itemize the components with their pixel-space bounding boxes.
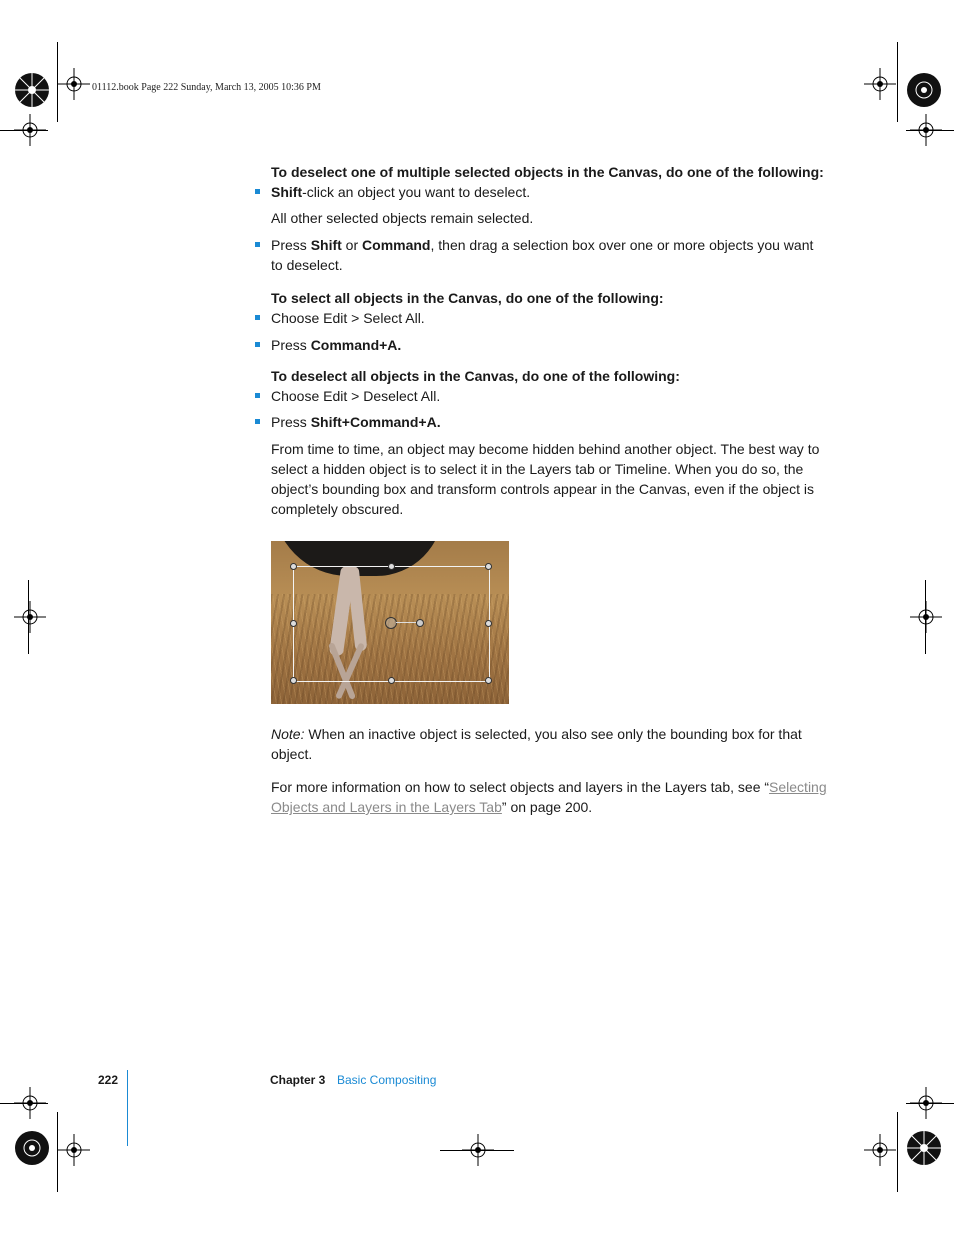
list-item-text: Press	[271, 237, 311, 253]
bbox-handle-bottom-center[interactable]	[388, 677, 395, 684]
page-content	[271, 162, 827, 817]
bbox-handle-bottom-left[interactable]	[290, 677, 297, 684]
bullet-icon	[255, 242, 260, 247]
bbox-handle-bottom-right[interactable]	[485, 677, 492, 684]
key-command: Command	[362, 237, 431, 253]
crosshair-mark-bottom-right	[864, 1134, 896, 1166]
key-shift: Shift	[310, 237, 342, 253]
crop-line	[0, 1103, 48, 1104]
heading-deselect-all: To deselect all objects in the Canvas, do one of the following:	[271, 368, 680, 384]
crosshair-mark-top-left	[58, 68, 90, 100]
list-item	[271, 386, 827, 406]
list-item-text: Choose Edit > Select All.	[271, 310, 425, 326]
heading-deselect-one: To deselect one of multiple selected objects in the Canvas, do one of the following:	[271, 164, 824, 180]
crop-line	[28, 580, 29, 654]
bbox-handle-top-center[interactable]	[388, 563, 395, 570]
list-item	[271, 235, 827, 275]
key-combo: Shift+Command+A.	[310, 414, 441, 430]
crop-line	[906, 1103, 954, 1104]
paragraph-more-info	[271, 777, 827, 817]
note-text: When an inactive object is selected, you also see only the bounding box for that object.	[271, 726, 802, 762]
bbox-handle-middle-left[interactable]	[290, 620, 297, 627]
list-item	[271, 308, 827, 328]
crosshair-mark-bottom-left	[58, 1134, 90, 1166]
key-shift: Shift	[271, 184, 303, 200]
cross-reference-link[interactable]: Selecting Objects and Layers in the Layers Tab	[271, 779, 827, 815]
list-item	[271, 412, 827, 432]
print-slug: 01112.book Page 222 Sunday, March 13, 2005 10:36 PM	[92, 82, 321, 93]
bullet-icon	[255, 189, 260, 194]
bullet-icon	[255, 393, 260, 398]
note-paragraph	[271, 724, 827, 764]
paragraph-hidden-objects: From time to time, an object may become hidden behind another object. The best way to select a hidden object is to select it in the Layers tab or Timeline. When you do so, the object’s bounding box and transform controls appear in the Canvas, even if the object is completely obscured.	[271, 441, 820, 517]
note-label: Note:	[271, 726, 305, 742]
crop-line	[440, 1150, 514, 1151]
more-info-page: ” on page 200.	[501, 799, 593, 815]
list-item	[271, 335, 827, 355]
crosshair-mark-right-middle	[910, 601, 942, 633]
crop-line	[906, 130, 954, 131]
crop-line	[897, 1112, 898, 1192]
footer-rule	[127, 1070, 128, 1146]
list-item-text: Press	[271, 337, 311, 353]
crosshair-mark-top-right	[864, 68, 896, 100]
figure-ostrich-bounding-box	[271, 541, 509, 704]
crop-line	[925, 580, 926, 654]
crosshair-mark-left-middle	[14, 601, 46, 633]
crop-line	[57, 42, 58, 122]
bbox-handle-top-left[interactable]	[290, 563, 297, 570]
rotation-handle[interactable]	[416, 619, 424, 627]
bullet-icon	[255, 315, 260, 320]
list-item-text: Press	[271, 414, 311, 430]
anchor-point-handle[interactable]	[385, 617, 397, 629]
registration-mark-top-left	[12, 70, 52, 110]
chapter-label: Chapter 3	[270, 1073, 326, 1087]
crop-line	[57, 1112, 58, 1192]
registration-mark-top-right	[904, 70, 944, 110]
list-item	[271, 182, 827, 202]
crop-line	[897, 42, 898, 122]
registration-mark-bottom-right	[904, 1128, 944, 1168]
bbox-handle-middle-right[interactable]	[485, 620, 492, 627]
rotation-arm	[396, 622, 416, 623]
chapter-title: Basic Compositing	[337, 1073, 437, 1087]
registration-mark-bottom-left	[12, 1128, 52, 1168]
bbox-handle-top-right[interactable]	[485, 563, 492, 570]
heading-select-all: To select all objects in the Canvas, do one of the following:	[271, 290, 664, 306]
more-info-text: For more information on how to select objects and layers in the Layers tab, see “	[271, 779, 770, 795]
bullet-icon	[255, 342, 260, 347]
list-item-text: , then drag a selection box over one or more objects you want to deselect.	[271, 237, 814, 273]
crop-line	[0, 130, 48, 131]
bullet-icon	[255, 419, 260, 424]
list-item-text: -click an object you want to deselect.	[302, 184, 531, 200]
list-item-text: or	[341, 237, 363, 253]
list-item-text: Choose Edit > Deselect All.	[271, 388, 441, 404]
page-number: 222	[98, 1073, 119, 1087]
key-combo: Command+A.	[310, 337, 402, 353]
list-item-note: All other selected objects remain selected.	[271, 210, 534, 226]
